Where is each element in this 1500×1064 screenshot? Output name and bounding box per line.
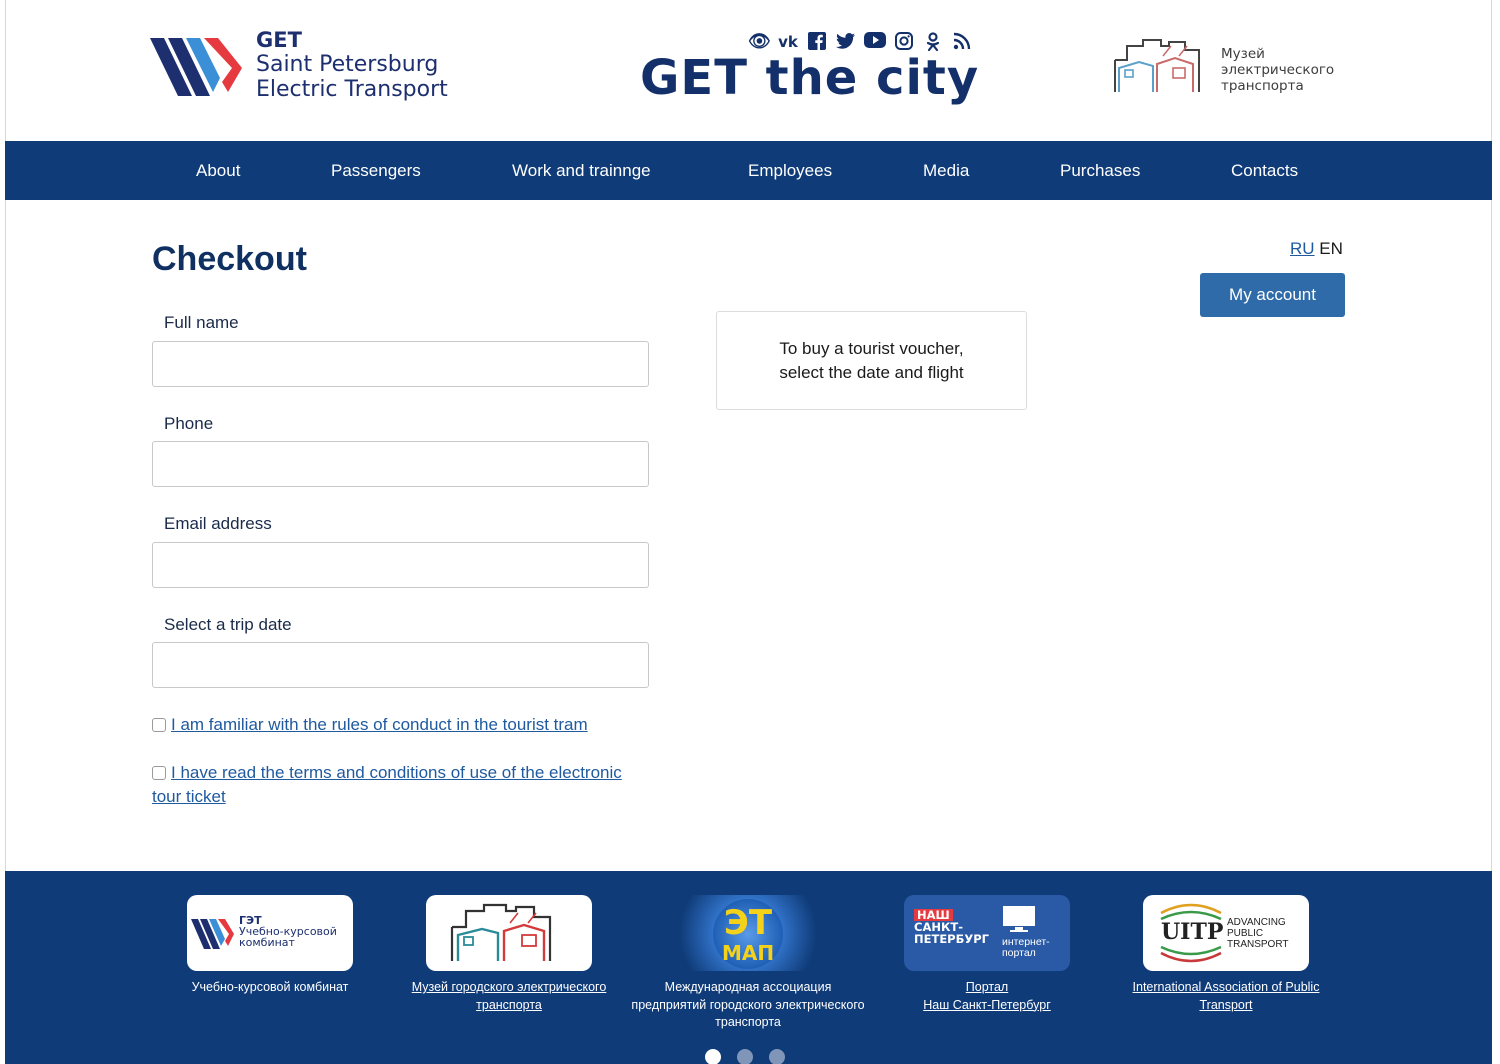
nav-item-media[interactable]: Media [923,161,970,180]
logo-line-1: GET [256,28,302,52]
carousel-dot[interactable] [769,1049,785,1064]
partner-uitp[interactable] [1106,895,1346,1014]
logo-line-3: Electric Transport [256,77,448,102]
uitp-big: UITP [1161,919,1224,945]
museum-logo-text [1221,46,1334,94]
partner-card [665,895,831,971]
monitor-icon [1002,905,1036,933]
youtube-icon[interactable] [864,32,886,52]
phone-input[interactable] [152,441,649,487]
partner-caption: Международная ассоциация предприятий городского электрического транспорта [631,980,865,1029]
museum-logo-line-3: транспорта [1221,78,1304,94]
partner-card [426,895,592,971]
nash-spb-line-1: НАШ [914,909,953,921]
my-account-button[interactable]: My account [1200,273,1345,317]
carousel-dot[interactable] [705,1049,721,1064]
nav-item-purchases[interactable]: Purchases [1060,161,1141,180]
training-card-line-2: Учебно-курсовой [239,925,337,938]
full-name-label: Full name [164,313,239,332]
get-logo-icon [150,32,245,100]
museum-logo-icon [1113,36,1213,98]
partner-card [904,895,1070,971]
partner-caption: International Association of Public Transport [1132,980,1320,1012]
nash-spb-line-3: ПЕТЕРБУРГ [914,932,989,946]
partner-caption-line-2: Наш Санкт-Петербург [923,997,1051,1012]
rules-link[interactable]: I am familiar with the rules of conduct in the tourist tram [171,715,588,734]
carousel-dots [705,1049,785,1064]
info-line-2: select the date and flight [779,363,964,382]
nav-item-passengers[interactable]: Passengers [331,161,421,180]
voucher-info-box [716,311,1027,410]
nav-item-employees[interactable]: Employees [748,161,833,180]
museum-tram-icon [448,901,568,967]
phone-label: Phone [164,414,214,433]
facebook-icon[interactable] [806,32,828,52]
brand-block [640,30,980,110]
odnoklassniki-icon[interactable] [922,32,944,52]
terms-checkbox[interactable] [152,766,166,780]
etmap-text-2: МАП [721,941,775,965]
partner-etmap[interactable] [628,895,868,1032]
uitp-side-3: TRANSPORT [1227,939,1289,950]
partner-training-centre[interactable] [150,895,390,997]
rules-checkbox-row [152,713,652,737]
eye-icon[interactable]: 👁︎ [748,31,771,52]
main-nav [5,141,1492,200]
site-footer [5,871,1492,1064]
museum-logo-line-2: электрического [1221,62,1335,78]
training-card-line-1: ГЭТ [239,914,262,927]
uitp-side-2: PUBLIC [1227,928,1264,939]
partner-museum[interactable] [389,895,629,1014]
email-label: Email address [164,514,272,533]
rules-checkbox[interactable] [152,718,166,732]
site-header [0,0,1500,140]
museum-logo-line-1: Музей [1221,46,1265,62]
terms-link[interactable]: I have read the terms and conditions of use of the electronic tour ticket [152,763,622,806]
instagram-icon[interactable] [893,32,915,52]
language-switcher [1290,239,1343,259]
trip-date-input[interactable] [152,642,649,688]
partner-card [187,895,353,971]
logo-line-2: Saint Petersburg [256,52,439,77]
get-small-logo-icon [191,917,235,951]
rss-icon[interactable] [951,32,973,52]
museum-logo[interactable] [1113,36,1353,100]
partner-card [1143,895,1309,971]
partner-caption: Музей городского электрического транспорта [411,980,607,1012]
nash-spb-text [914,908,989,959]
brand-title: GET the city [640,50,980,106]
uitp-side-text [1227,917,1289,950]
vk-icon[interactable]: vk [778,33,798,51]
nav-item-contacts[interactable]: Contacts [1231,161,1299,180]
full-name-input[interactable] [152,341,649,387]
page-title: Checkout [152,240,307,278]
training-card-line-3: комбинат [239,936,295,949]
nav-item-work-and-training[interactable]: Work and trainnge [512,161,651,180]
lang-en-current: EN [1319,239,1343,258]
get-logo[interactable] [150,28,490,103]
twitter-icon[interactable] [835,32,857,52]
partner-caption-line-1: Портал [965,980,1009,994]
nav-item-about[interactable]: About [196,161,241,180]
carousel-dot[interactable] [737,1049,753,1064]
info-line-1: To buy a tourist voucher, [779,339,964,358]
trip-date-label: Select a trip date [164,615,292,634]
partner-nash-spb[interactable] [867,895,1107,1014]
social-links [748,32,973,52]
training-card-text [239,915,337,948]
terms-checkbox-row [152,761,642,809]
nash-spb-line-2: САНКТ- [914,920,963,934]
nash-spb-side: интернет-портал [1002,936,1050,959]
partner-caption [867,979,1107,1014]
lang-ru-link[interactable]: RU [1290,239,1315,258]
partner-caption: Учебно-курсовой комбинат [191,980,349,994]
email-input[interactable] [152,542,649,588]
uitp-side-1: ADVANCING [1227,917,1286,928]
etmap-text-1: ЭТ [723,903,773,943]
